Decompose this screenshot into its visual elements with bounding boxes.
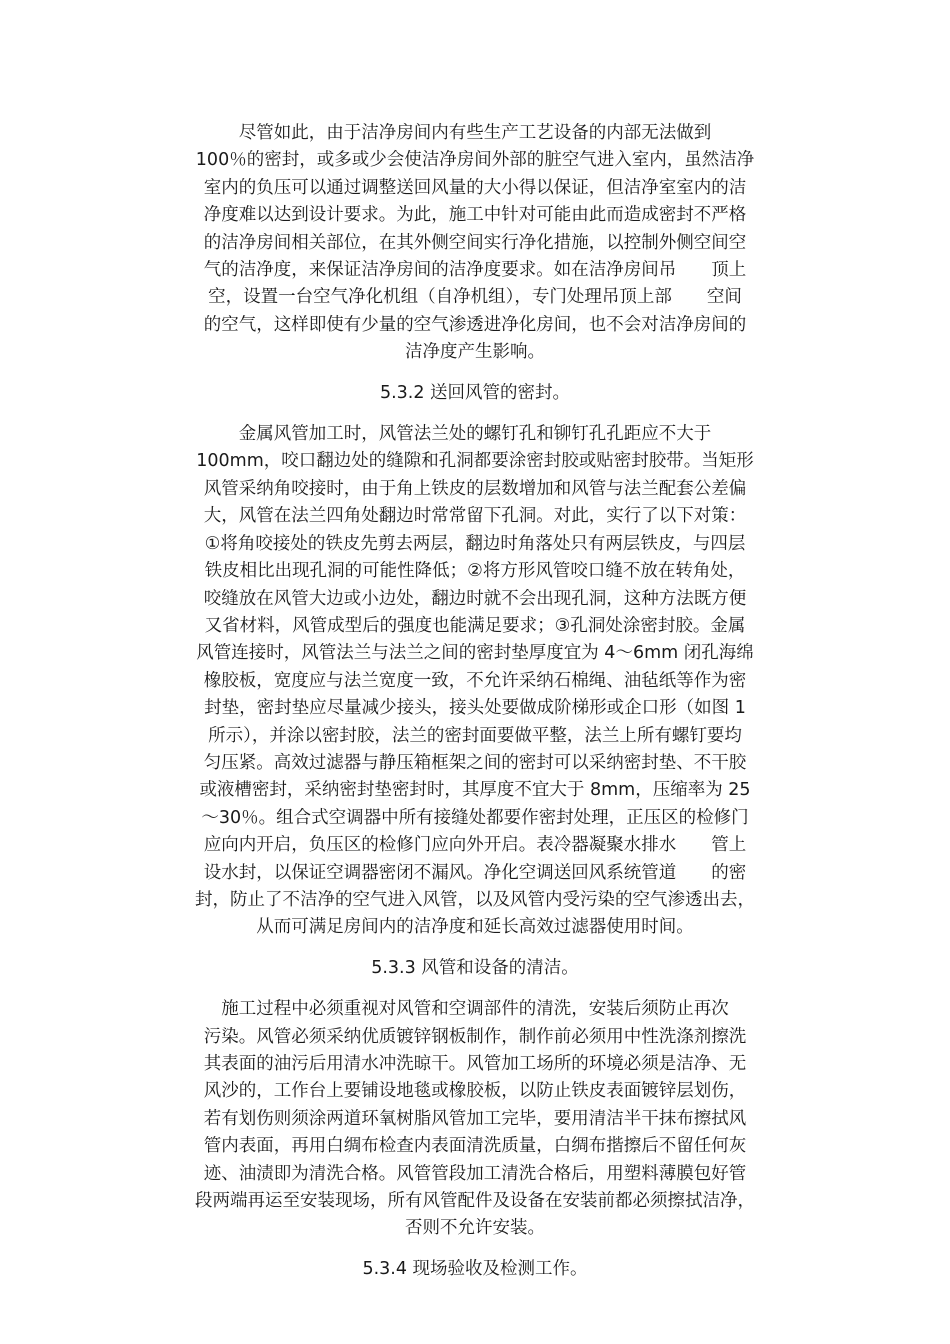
text-line: 咬缝放在风管大边或小边处，翻边时就不会出现孔洞，这种方法既方便 (203, 588, 747, 609)
text-line: 应向内开启，负压区的检修门应向外开启。表冷器凝聚水排水 管上 (203, 835, 747, 856)
paragraph-duct-sealing (138, 421, 812, 942)
text-line: 封，防止了不洁净的空气进入风管，以及风管内受污染的空气渗透出去， (195, 889, 755, 910)
text-line: 迹、油渍即为清洗合格。风管管段加工清洗合格后，用塑料薄膜包好管 (203, 1163, 747, 1184)
text-line: 管内表面，再用白绸布检查内表面清洗质量，白绸布揩擦后不留任何灰 (203, 1136, 747, 1157)
text-line: ～30％。组合式空调器中所有接缝处都要作密封处理，正压区的检修门 (201, 807, 749, 828)
text-line: 100％的密封，或多或少会使洁净房间外部的脏空气进入室内，虽然洁净 (195, 150, 755, 171)
text-line: 大，风管在法兰四角处翻边时常常留下孔洞。对此，实行了以下对策： (203, 506, 747, 527)
text-line: 金属风管加工时，风管法兰处的螺钉孔和铆钉孔孔距应不大于 (238, 424, 712, 445)
text-line: 洁净度产生影响。 (405, 342, 545, 363)
text-line: 空，设置一台空气净化机组（自净机组），专门处理吊顶上部 空间 (208, 287, 742, 308)
text-line: 又省材料，风管成型后的强度也能满足要求；③孔洞处涂密封胶。金属 (204, 615, 746, 636)
paragraph-air-purification (138, 120, 812, 367)
paragraph-duct-cleaning (138, 996, 812, 1243)
text-line: 的洁净房间相关部位，在其外侧空间实行净化措施，以控制外侧空间空 (203, 232, 747, 253)
text-line: 施工过程中必须重视对风管和空调部件的清洗，安装后须防止再次 (221, 999, 729, 1020)
text-line: 橡胶板，宽度应与法兰宽度一致，不允许采纳石棉绳、油毡纸等作为密 (203, 670, 747, 691)
text-line: 从而可满足房间内的洁净度和延长高效过滤器使用时间。 (256, 917, 694, 938)
text-line: 污染。风管必须采纳优质镀锌钢板制作，制作前必须用中性洗涤剂擦洗 (203, 1026, 747, 1047)
text-line: 段两端再运至安装现场，所有风管配件及设备在安装前都必须擦拭洁净， (195, 1191, 755, 1212)
text-line: 净度难以达到设计要求。为此，施工中针对可能由此而造成密封不严格 (203, 205, 747, 226)
text-line: 室内的负压可以通过调整送回风量的大小得以保证，但洁净室室内的洁 (203, 177, 747, 198)
text-line: 气的洁净度，来保证洁净房间的洁净度要求。如在洁净房间吊 顶上 (203, 260, 747, 281)
text-line: 风管连接时，风管法兰与法兰之间的密封垫厚度宜为 4～6mm 闭孔海绵 (196, 643, 754, 664)
text-line: 风管采纳角咬接时，由于角上铁皮的层数增加和风管与法兰配套公差偏 (203, 478, 747, 499)
text-line: 封垫，密封垫应尽量减少接头，接头处要做成阶梯形或企口形（如图 1 (204, 698, 746, 719)
text-line: ①将角咬接处的铁皮先剪去两层，翻边时角落处只有两层铁皮，与四层 (204, 533, 746, 554)
text-line: 否则不允许安装。 (405, 1218, 545, 1239)
text-line: 其表面的油污后用清水冲洗晾干。风管加工场所的环境必须是洁净、无 (203, 1054, 747, 1074)
text-line: 风沙的，工作台上要铺设地毯或橡胶板，以防止铁皮表面镀锌层划伤， (203, 1081, 747, 1102)
text-line: 或液槽密封，采纳密封垫密封时，其厚度不宜大于 8mm，压缩率为 25 (199, 780, 751, 801)
text-line: 的空气，这样即使有少量的空气渗透进净化房间，也不会对洁净房间的 (203, 314, 747, 335)
section-heading-5-3-2: 5.3.2 送回风管的密封。 (379, 382, 571, 403)
section-heading-5-3-4: 5.3.4 现场验收及检测工作。 (362, 1258, 588, 1279)
text-line: 若有划伤则须涂两道环氧树脂风管加工完毕，要用清洁半干抹布擦拭风 (203, 1108, 747, 1129)
text-line: 100mm，咬口翻边处的缝隙和孔洞都要涂密封胶或贴密封胶带。当矩形 (196, 451, 754, 472)
text-line: 铁皮相比出现孔洞的可能性降低；②将方形风管咬口缝不放在转角处， (204, 561, 746, 582)
text-line: 尽管如此，由于洁净房间内有些生产工艺设备的内部无法做到 (238, 123, 712, 143)
section-heading-5-3-3: 5.3.3 风管和设备的清洁。 (371, 957, 579, 978)
document-page (138, 120, 812, 1283)
text-line: 设水封，以保证空调器密闭不漏风。净化空调送回风系统管道 的密 (203, 862, 747, 883)
text-line: 匀压紧。高效过滤器与静压箱框架之间的密封可以采纳密封垫、不干胶 (203, 752, 747, 773)
text-line: 所示），并涂以密封胶，法兰的密封面要做平整，法兰上所有螺钉要均 (208, 725, 742, 746)
